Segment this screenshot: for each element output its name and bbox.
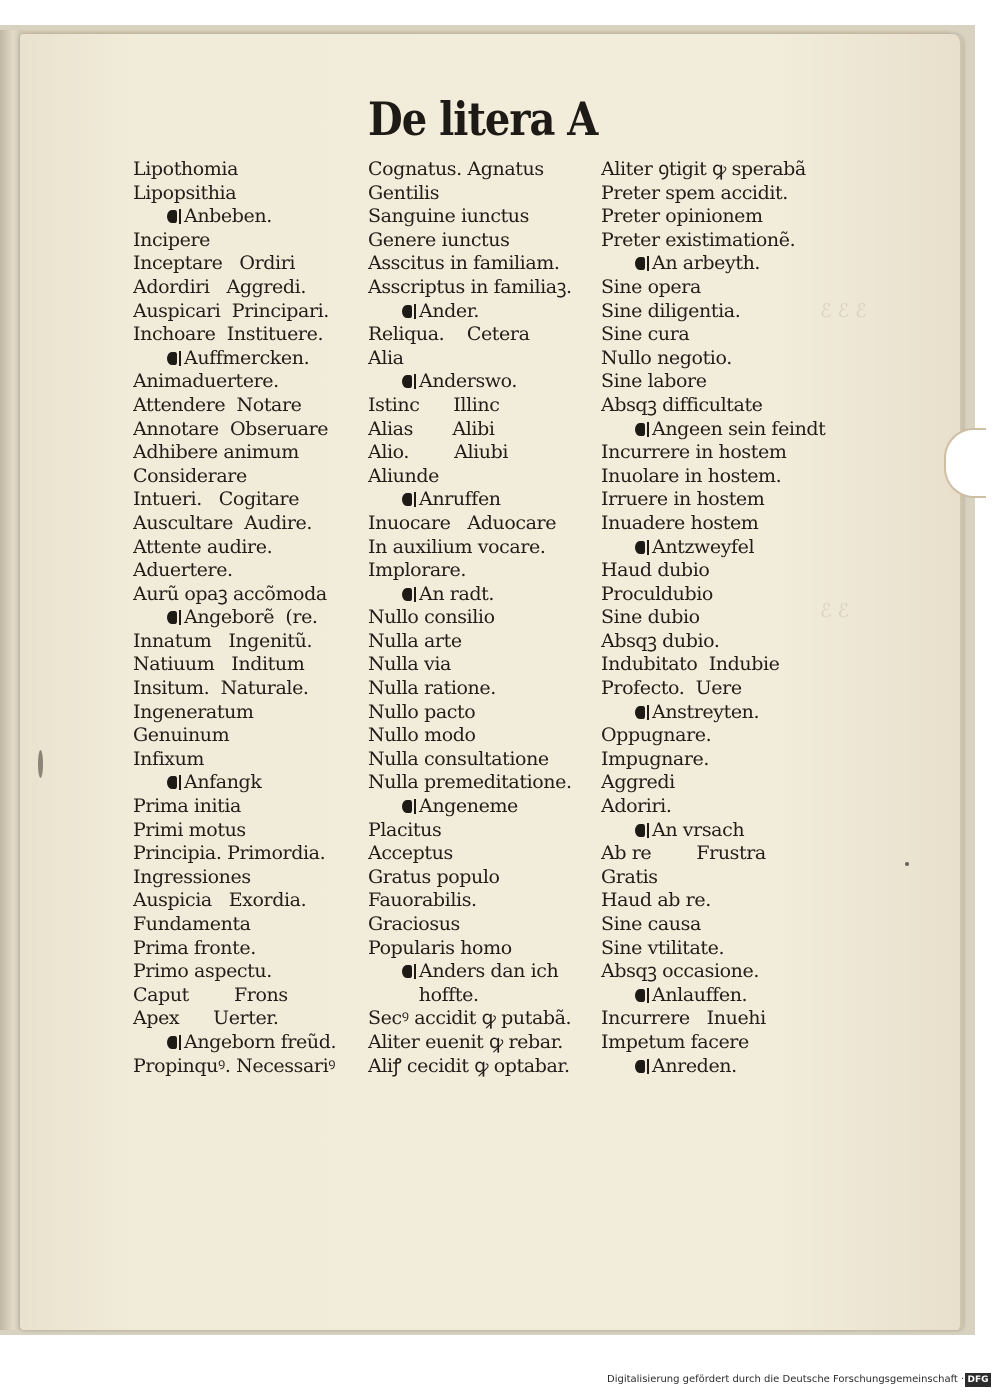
entry-heading [133, 205, 365, 229]
column-3 [601, 158, 829, 1078]
entry-text: Anfangk [184, 771, 262, 794]
entry-line [133, 1007, 365, 1031]
entry-text: Primo aspectu. [133, 960, 272, 983]
entry-text: Apex Uerter. [133, 1007, 279, 1030]
entry-line [368, 512, 603, 536]
entry-text: Primi motus [133, 818, 246, 841]
entry-text: Antzweyfel [652, 535, 755, 558]
entry-text: Adoriri. [601, 795, 672, 818]
entry-line [133, 795, 365, 819]
entry-text: Alias Alibi [368, 417, 495, 440]
entry-text: Angeen sein feindt [652, 417, 826, 440]
entry-text: Preter opinionem [601, 205, 763, 228]
entry-line [368, 229, 603, 253]
entry-text: Aliꝭ cecidit ꝙ optabar. [368, 1054, 570, 1077]
entry-heading [133, 606, 365, 630]
entry-text: Gratus populo [368, 865, 500, 888]
entry-text: Nulla ratione. [368, 677, 496, 700]
pilcrow-bar-icon [647, 988, 649, 1003]
entry-line [133, 653, 365, 677]
pilcrow-icon [167, 611, 177, 624]
entry-text: Fundamenta [133, 913, 251, 935]
entry-heading [133, 771, 365, 795]
entry-text: Cognatus. Agnatus [368, 158, 544, 180]
entry-text: Adordiri Aggredi. [133, 275, 306, 298]
entry-line [601, 866, 829, 890]
entry-line [368, 394, 603, 418]
entry-text: Inchoare Instituere. [133, 323, 324, 346]
entry-line [601, 347, 829, 371]
pilcrow-bar-icon [414, 304, 416, 319]
entry-text: Implorare. [368, 559, 466, 582]
entry-line [133, 370, 365, 394]
entry-line [133, 441, 365, 465]
entry-text: Haud dubio [601, 559, 710, 582]
entry-text: Aggredi [601, 771, 675, 794]
entry-text: Asscriptus in familiaꝫ. [368, 275, 572, 298]
entry-line [368, 937, 603, 961]
entry-text: Indubitato Indubie [601, 653, 780, 676]
entry-line [133, 913, 365, 937]
entry-text: Incurrere Inuehi [601, 1007, 766, 1030]
entry-line [133, 701, 365, 725]
entry-line [133, 488, 365, 512]
entry-text: Nullo negotio. [601, 346, 732, 369]
entry-text: Prima fronte. [133, 936, 256, 959]
previous-page-edge [0, 30, 22, 1330]
entry-text: Ingeneratum [133, 700, 254, 723]
entry-text: Nulla arte [368, 629, 462, 652]
entry-text: hoffte. [368, 983, 479, 1006]
entry-text: Natiuum Inditum [133, 653, 305, 676]
entry-heading [133, 1031, 365, 1055]
entry-text: Gratis [601, 865, 658, 888]
entry-text: Angeborn freũd. [184, 1030, 337, 1053]
entry-line [368, 630, 603, 654]
entry-text: Sanguine iunctus [368, 205, 529, 228]
entry-line [601, 441, 829, 465]
entry-text: Acceptus [368, 842, 453, 865]
entry-line [601, 842, 829, 866]
entry-text: Nullo pacto [368, 700, 476, 723]
entry-line [133, 1055, 365, 1079]
entry-line [133, 842, 365, 866]
entry-text: Aliter ꝯtigit ꝙ sperabã [601, 158, 806, 180]
paper-speck [905, 862, 909, 866]
entry-text: Popularis homo [368, 936, 512, 959]
pilcrow-bar-icon [414, 374, 416, 389]
entry-line [368, 182, 603, 206]
pilcrow-bar-icon [414, 799, 416, 814]
entry-heading [601, 418, 829, 442]
entry-line [368, 252, 603, 276]
pilcrow-icon [402, 305, 412, 318]
entry-text: Absqꝫ difficultate [601, 393, 763, 416]
entry-line [368, 913, 603, 937]
entry-line [133, 960, 365, 984]
entry-text: Annotare Obseruare [133, 417, 329, 440]
entry-line [601, 889, 829, 913]
entry-text: Nulla consultatione [368, 747, 549, 770]
entry-text: Sine diligentia. [601, 299, 741, 322]
entry-text: Secꝰ accidit ꝙ putabã. [368, 1007, 572, 1030]
entry-text: Attendere Notare [133, 393, 302, 416]
entry-heading [368, 795, 603, 819]
entry-text: Gentilis [368, 181, 440, 204]
pilcrow-bar-icon [414, 587, 416, 602]
column-2 [368, 158, 603, 1078]
pilcrow-icon [167, 352, 177, 365]
pilcrow-icon [402, 375, 412, 388]
pilcrow-bar-icon [647, 705, 649, 720]
entry-text: Fauorabilis. [368, 889, 477, 912]
entry-line [133, 866, 365, 890]
entry-text: Alia [368, 346, 404, 369]
entry-line [368, 842, 603, 866]
entry-line [368, 866, 603, 890]
entry-text: Inuocare Aduocare [368, 511, 557, 534]
entry-line [133, 819, 365, 843]
entry-text: Angeborẽ (re. [184, 606, 318, 629]
entry-text: Adhibere animum [133, 441, 299, 464]
entry-text: Graciosus [368, 913, 460, 935]
entry-text: Sine opera [601, 275, 701, 298]
entry-text: Inceptare Ordiri [133, 252, 296, 275]
entry-line [133, 158, 365, 182]
entry-line [601, 182, 829, 206]
entry-line [601, 724, 829, 748]
entry-line [368, 984, 603, 1008]
entry-line [368, 889, 603, 913]
entry-text: Ingressiones [133, 865, 251, 888]
entry-text: Insitum. Naturale. [133, 677, 309, 700]
pilcrow-bar-icon [647, 256, 649, 271]
entry-text: Auspicari Principari. [133, 299, 329, 322]
entry-text: Sine dubio [601, 606, 700, 629]
entry-heading [601, 819, 829, 843]
entry-text: Auspicia Exordia. [133, 889, 307, 912]
pilcrow-icon [167, 1036, 177, 1049]
entry-line [133, 677, 365, 701]
pilcrow-icon [635, 541, 645, 554]
entry-line [601, 960, 829, 984]
pilcrow-bar-icon [179, 610, 181, 625]
entry-heading [368, 488, 603, 512]
entry-text: Animaduertere. [133, 370, 279, 393]
entry-line [601, 512, 829, 536]
dfg-logo: DFG [965, 1373, 991, 1387]
entry-line [133, 937, 365, 961]
entry-line [601, 937, 829, 961]
entry-text: Ander. [419, 299, 479, 322]
entry-line [133, 182, 365, 206]
entry-line [601, 795, 829, 819]
entry-text: Genuinum [133, 724, 230, 747]
entry-line [368, 677, 603, 701]
pilcrow-bar-icon [179, 351, 181, 366]
entry-line [601, 913, 829, 937]
entry-heading [601, 701, 829, 725]
entry-text: Profecto. Uere [601, 677, 742, 700]
entry-text: Auffmercken. [184, 346, 310, 369]
entry-line [133, 512, 365, 536]
entry-text: Aurũ opaꝫ accõmoda [133, 582, 327, 605]
entry-line [133, 748, 365, 772]
entry-line [368, 701, 603, 725]
entry-text: Anbeben. [184, 205, 272, 228]
entry-text: Attente audire. [133, 535, 273, 558]
column-1 [133, 158, 365, 1078]
entry-text: Anders dan ich [419, 960, 559, 983]
entry-line [368, 606, 603, 630]
entry-line [368, 1007, 603, 1031]
entry-text: Lipothomia [133, 158, 239, 180]
entry-text: Intueri. Cogitare [133, 488, 300, 511]
pilcrow-bar-icon [647, 422, 649, 437]
entry-line [368, 653, 603, 677]
entry-line [368, 465, 603, 489]
entry-line [601, 677, 829, 701]
entry-text: Incipere [133, 228, 210, 251]
entry-heading [601, 984, 829, 1008]
entry-line [368, 418, 603, 442]
entry-line [368, 276, 603, 300]
pilcrow-icon [167, 210, 177, 223]
entry-text: Sine causa [601, 913, 701, 935]
entry-text: Anstreyten. [652, 700, 760, 723]
entry-line [601, 205, 829, 229]
entry-text: Haud ab re. [601, 889, 711, 912]
entry-line [368, 347, 603, 371]
entry-line [601, 465, 829, 489]
pilcrow-icon [635, 989, 645, 1002]
entry-line [133, 394, 365, 418]
entry-line [368, 441, 603, 465]
entry-text: Asscitus in familiam. [368, 252, 560, 275]
entry-line [601, 488, 829, 512]
entry-line [601, 748, 829, 772]
paper-speck [38, 750, 43, 778]
entry-text: Aliunde [368, 464, 439, 487]
entry-text: Nulla premeditatione. [368, 771, 572, 794]
entry-text: Inuadere hostem [601, 511, 759, 534]
entry-text: Principia. Primordia. [133, 842, 326, 865]
entry-line [368, 158, 603, 182]
entry-heading [368, 300, 603, 324]
entry-heading [368, 583, 603, 607]
entry-line [133, 229, 365, 253]
entry-line [601, 300, 829, 324]
pilcrow-bar-icon [647, 540, 649, 555]
entry-text: Ab re Frustra [601, 842, 766, 865]
entry-text: Proculdubio [601, 582, 713, 605]
entry-line [601, 559, 829, 583]
entry-heading [601, 252, 829, 276]
entry-text: Sine cura [601, 323, 690, 346]
entry-heading [368, 960, 603, 984]
entry-text: Nullo consilio [368, 606, 495, 629]
entry-text: Considerare [133, 464, 247, 487]
bleed-through: ℰ ℰ [820, 600, 850, 622]
pilcrow-bar-icon [414, 964, 416, 979]
entry-line [601, 653, 829, 677]
pilcrow-icon [635, 824, 645, 837]
pilcrow-icon [635, 706, 645, 719]
entry-text: Nulla via [368, 653, 451, 676]
entry-line [601, 158, 829, 182]
entry-line [368, 819, 603, 843]
entry-line [133, 252, 365, 276]
pilcrow-bar-icon [179, 209, 181, 224]
entry-line [133, 465, 365, 489]
entry-text: Incurrere in hostem [601, 441, 787, 464]
pilcrow-icon [167, 776, 177, 789]
entry-text: An vrsach [652, 818, 745, 841]
pilcrow-bar-icon [414, 492, 416, 507]
entry-heading [368, 370, 603, 394]
entry-heading [601, 1055, 829, 1079]
entry-line [133, 418, 365, 442]
entry-text: Sine vtilitate. [601, 936, 725, 959]
entry-text: Istinc Illinc [368, 393, 500, 416]
entry-heading [133, 347, 365, 371]
entry-text: Impetum facere [601, 1030, 749, 1053]
page-notch [944, 428, 986, 498]
entry-line [601, 606, 829, 630]
entry-text: Placitus [368, 818, 442, 841]
pilcrow-bar-icon [179, 775, 181, 790]
pilcrow-icon [402, 965, 412, 978]
bleed-through: ℰ ℰ ℰ [820, 300, 867, 322]
pilcrow-icon [635, 423, 645, 436]
entry-line [133, 536, 365, 560]
entry-line [601, 771, 829, 795]
pilcrow-icon [635, 257, 645, 270]
entry-heading [601, 536, 829, 560]
entry-text: Infixum [133, 747, 205, 770]
entry-line [601, 276, 829, 300]
entry-line [601, 394, 829, 418]
entry-line [133, 559, 365, 583]
entry-text: Propinquꝰ. Necessariꝰ [133, 1054, 336, 1077]
entry-line [133, 724, 365, 748]
entry-text: Caput Frons [133, 983, 288, 1006]
entry-line [368, 536, 603, 560]
pilcrow-icon [402, 800, 412, 813]
entry-line [368, 1031, 603, 1055]
entry-line [601, 630, 829, 654]
entry-line [368, 724, 603, 748]
entry-line [133, 300, 365, 324]
page-heading: De litera A [368, 92, 598, 147]
pilcrow-icon [635, 1060, 645, 1073]
entry-line [133, 984, 365, 1008]
entry-text: Prima initia [133, 795, 241, 818]
entry-text: Genere iunctus [368, 228, 510, 251]
pilcrow-bar-icon [647, 823, 649, 838]
entry-line [133, 323, 365, 347]
funding-credit: Digitalisierung gefördert durch die Deutsche Forschungsgemeinschaft · [607, 1374, 965, 1385]
entry-line [601, 1031, 829, 1055]
entry-text: Aliter euenit ꝙ rebar. [368, 1030, 563, 1053]
entry-line [368, 559, 603, 583]
entry-text: Preter existimationẽ. [601, 228, 796, 251]
entry-text: Preter spem accidit. [601, 181, 788, 204]
pilcrow-bar-icon [647, 1059, 649, 1074]
entry-text: Reliqua. Cetera [368, 323, 530, 346]
entry-line [133, 276, 365, 300]
entry-text: An arbeyth. [652, 252, 761, 275]
entry-line [601, 370, 829, 394]
entry-text: Anderswo. [419, 370, 518, 393]
entry-line [601, 583, 829, 607]
entry-line [368, 205, 603, 229]
entry-text: Anlauffen. [652, 983, 748, 1006]
entry-line [601, 229, 829, 253]
entry-line [368, 1055, 603, 1079]
entry-text: Lipopsithia [133, 181, 237, 204]
entry-text: In auxilium vocare. [368, 535, 546, 558]
entry-text: Irruere in hostem [601, 488, 765, 511]
entry-text: Sine labore [601, 370, 707, 393]
entry-line [368, 748, 603, 772]
entry-line [133, 630, 365, 654]
entry-text: Absqꝫ dubio. [601, 629, 720, 652]
entry-line [601, 323, 829, 347]
entry-text: An radt. [419, 582, 495, 605]
entry-text: Absqꝫ occasione. [601, 960, 759, 983]
pilcrow-icon [402, 588, 412, 601]
entry-text: Oppugnare. [601, 724, 712, 747]
entry-text: Anreden. [652, 1054, 737, 1077]
entry-line [133, 583, 365, 607]
entry-text: Anruffen [419, 488, 501, 511]
entry-text: Auscultare Audire. [133, 511, 312, 534]
pilcrow-icon [402, 493, 412, 506]
entry-line [601, 1007, 829, 1031]
entry-text: Aduertere. [133, 559, 233, 582]
entry-text: Impugnare. [601, 747, 710, 770]
entry-text: Nullo modo [368, 724, 476, 747]
entry-line [133, 889, 365, 913]
entry-line [368, 771, 603, 795]
entry-line [368, 323, 603, 347]
pilcrow-bar-icon [179, 1035, 181, 1050]
entry-text: Angeneme [419, 795, 518, 818]
entry-text: Alio. Aliubi [368, 441, 509, 464]
entry-text: Inuolare in hostem. [601, 464, 782, 487]
entry-text: Innatum Ingenitũ. [133, 629, 313, 652]
